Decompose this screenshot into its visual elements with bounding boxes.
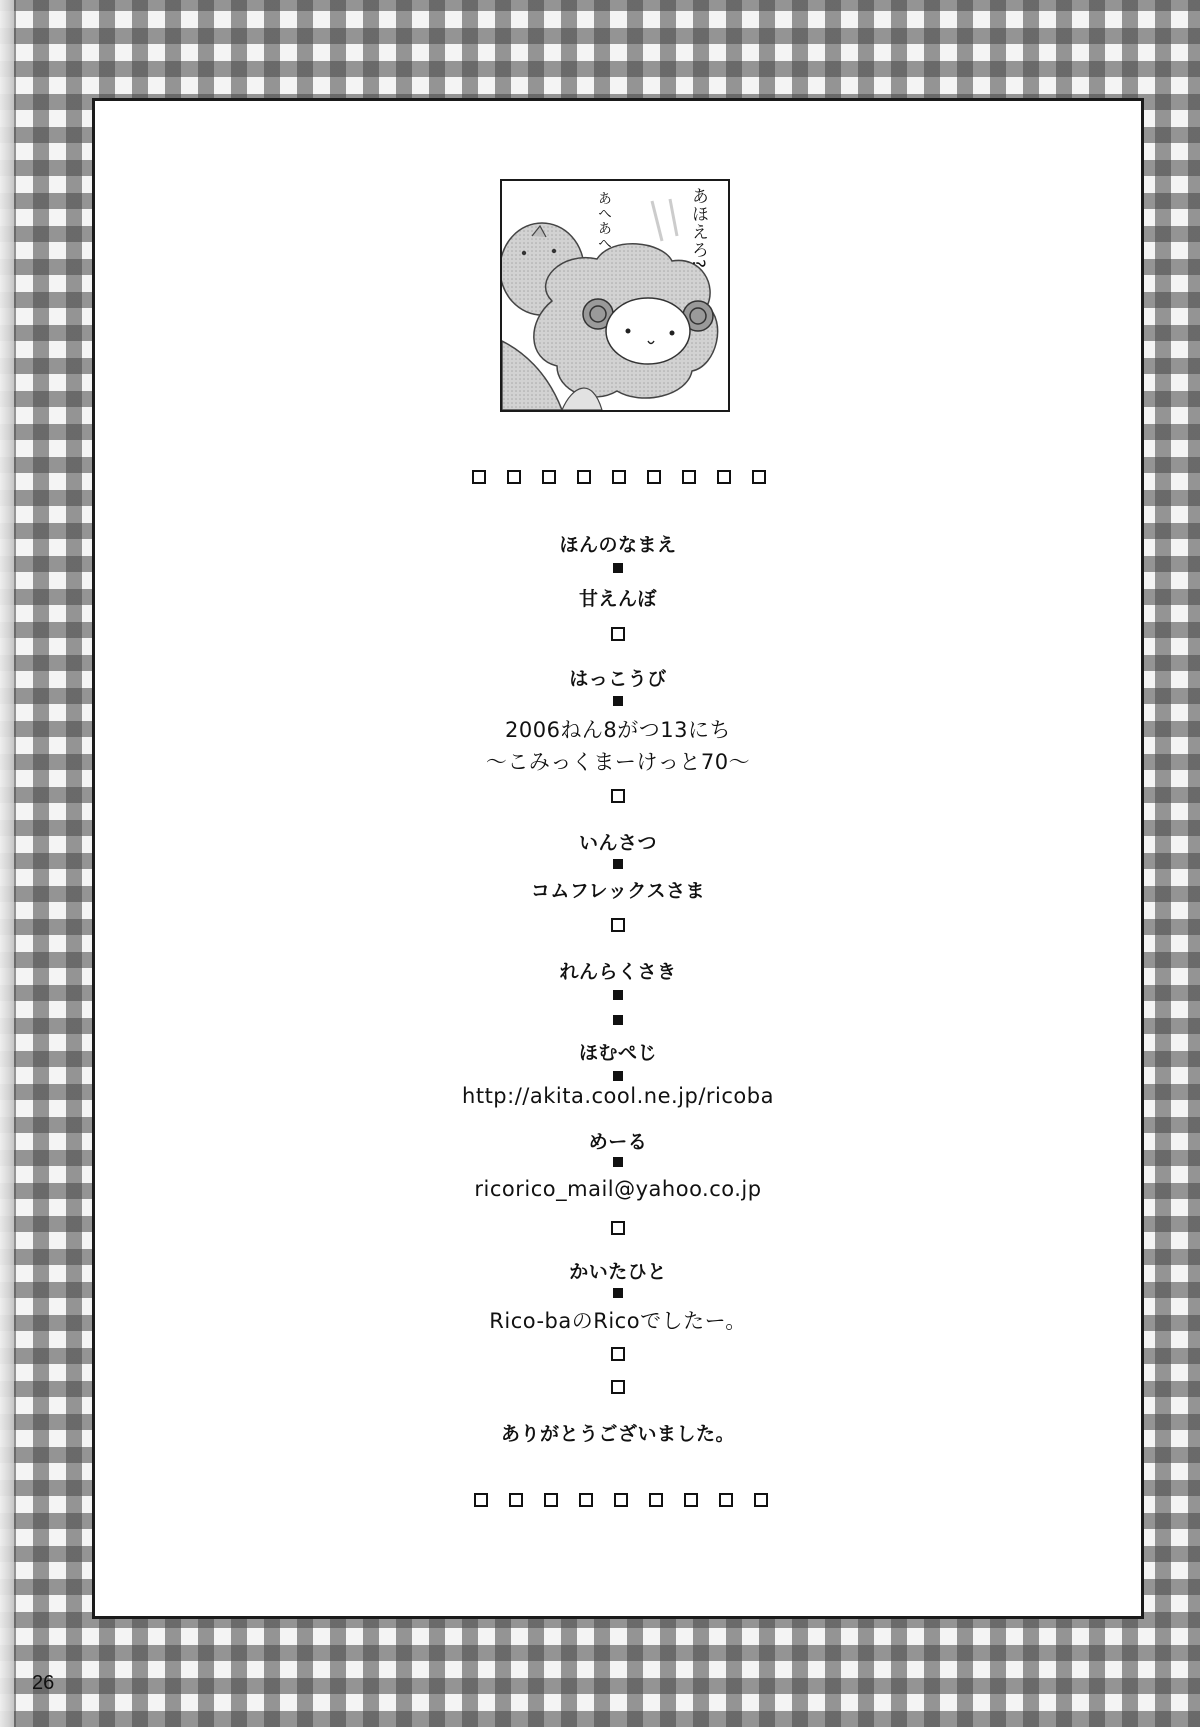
mail-label: めーる [588,1131,648,1153]
deco-square [684,1493,698,1507]
page-binding-edge [0,0,14,1727]
separator-hollow [611,1380,625,1394]
page-number: 26 [32,1672,55,1694]
separator-solid [613,1015,623,1025]
deco-square [647,470,661,484]
author: Rico-baのRicoでしたー。 [489,1309,747,1333]
deco-square [612,470,626,484]
separator-solid [613,1071,623,1081]
separator-solid [613,1288,623,1298]
author-label: かいたひと [569,1261,667,1283]
manga-panel [500,179,730,412]
printer: コムフレックスさま [530,880,706,902]
separator-solid [613,990,623,1000]
deco-square [472,470,486,484]
release-event: 〜こみっくまーけっと70〜 [485,750,751,774]
release-label: はっこうび [569,668,667,690]
deco-square [577,470,591,484]
book-title: 甘えんぼ [578,588,657,610]
separator-hollow [611,789,625,803]
separator-hollow [611,918,625,932]
deco-square [717,470,731,484]
deco-square [752,470,766,484]
contact-label: れんらくさき [559,961,677,983]
speech-text-2: あへあへ [596,191,612,251]
deco-square [507,470,521,484]
separator-solid [613,859,623,869]
separator-solid [613,1157,623,1167]
mail-address[interactable]: ricorico_mail@yahoo.co.jp [474,1177,762,1201]
separator-solid [613,563,623,573]
deco-square [474,1493,488,1507]
deco-square [719,1493,733,1507]
top-square-row [92,470,1144,490]
deco-square [682,470,696,484]
deco-square [544,1493,558,1507]
separator-hollow [611,627,625,641]
release-date: 2006ねん8がつ13にち [504,718,732,742]
deco-square [509,1493,523,1507]
deco-square [649,1493,663,1507]
homepage-url[interactable]: http://akita.cool.ne.jp/ricoba [462,1084,774,1108]
deco-square [754,1493,768,1507]
homepage-label: ほむぺじ [578,1042,657,1064]
book-title-label: ほんのなまえ [559,534,677,556]
separator-hollow [611,1221,625,1235]
separator-hollow [611,1347,625,1361]
thanks-message: ありがとうございました。 [500,1423,735,1445]
deco-square [579,1493,593,1507]
deco-square [614,1493,628,1507]
printer-label: いんさつ [578,832,657,854]
separator-solid [613,696,623,706]
bottom-square-row [92,1493,1144,1513]
sheep-face [606,298,690,364]
deco-square [542,470,556,484]
speech-text-1: あほえろ? [688,187,708,270]
